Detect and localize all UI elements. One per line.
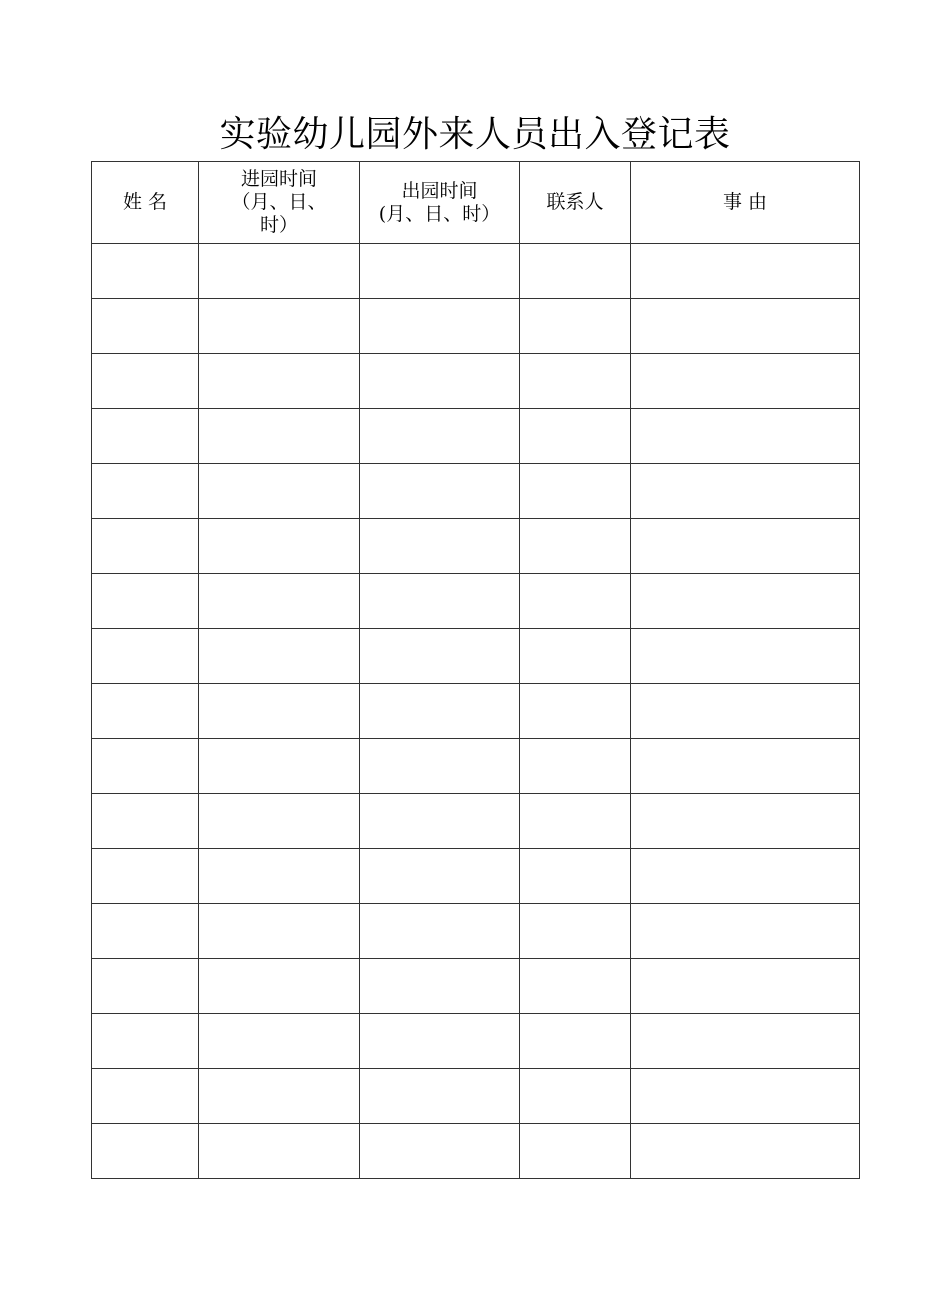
entry-time-cell	[199, 244, 360, 299]
header-row	[92, 162, 860, 244]
header-line: 事 由	[722, 191, 768, 213]
contact-cell	[520, 629, 631, 684]
table-row	[92, 629, 860, 684]
entry-time-cell	[199, 849, 360, 904]
exit-time-cell	[360, 464, 520, 519]
name-cell	[92, 299, 199, 354]
reason-cell	[631, 684, 860, 739]
contact-cell	[520, 354, 631, 409]
contact-cell	[520, 299, 631, 354]
table-row	[92, 794, 860, 849]
exit-time-cell	[360, 904, 520, 959]
table-row	[92, 409, 860, 464]
reason-cell	[631, 794, 860, 849]
name-cell	[92, 794, 199, 849]
exit-time-cell	[360, 1014, 520, 1069]
contact-cell	[520, 959, 631, 1014]
name-cell	[92, 959, 199, 1014]
header-line: 时）	[259, 214, 298, 236]
exit-time-cell	[360, 849, 520, 904]
entry-time-cell	[199, 409, 360, 464]
name-cell	[92, 1069, 199, 1124]
entry-time-cell	[199, 1014, 360, 1069]
contact-cell	[520, 244, 631, 299]
entry-time-cell	[199, 1124, 360, 1179]
name-cell	[92, 354, 199, 409]
name-cell	[92, 629, 199, 684]
table-row	[92, 904, 860, 959]
name-cell	[92, 464, 199, 519]
entry-time-cell	[199, 519, 360, 574]
entry-time-cell	[199, 1069, 360, 1124]
exit-time-cell	[360, 629, 520, 684]
exit-time-cell	[360, 739, 520, 794]
contact-cell	[520, 409, 631, 464]
exit-time-cell	[360, 574, 520, 629]
exit-time-cell	[360, 299, 520, 354]
header-exit-time	[360, 162, 520, 244]
reason-cell	[631, 1069, 860, 1124]
table-row	[92, 354, 860, 409]
name-cell	[92, 849, 199, 904]
reason-cell	[631, 739, 860, 794]
exit-time-cell	[360, 354, 520, 409]
reason-cell	[631, 959, 860, 1014]
table-row	[92, 299, 860, 354]
contact-cell	[520, 849, 631, 904]
reason-cell	[631, 409, 860, 464]
contact-cell	[520, 684, 631, 739]
contact-cell	[520, 904, 631, 959]
name-cell	[92, 409, 199, 464]
reason-cell	[631, 629, 860, 684]
name-cell	[92, 684, 199, 739]
table-row	[92, 1124, 860, 1179]
name-cell	[92, 739, 199, 794]
header-line: 姓 名	[122, 191, 168, 213]
contact-cell	[520, 1124, 631, 1179]
contact-cell	[520, 574, 631, 629]
reason-cell	[631, 299, 860, 354]
header-name	[92, 162, 199, 244]
table-row	[92, 684, 860, 739]
entry-time-cell	[199, 354, 360, 409]
table-row	[92, 1069, 860, 1124]
contact-cell	[520, 1069, 631, 1124]
contact-cell	[520, 464, 631, 519]
reason-cell	[631, 574, 860, 629]
header-line: （月、日、	[231, 191, 327, 213]
contact-cell	[520, 1014, 631, 1069]
exit-time-cell	[360, 959, 520, 1014]
visitor-register-table	[91, 161, 860, 1179]
name-cell	[92, 519, 199, 574]
reason-cell	[631, 849, 860, 904]
contact-cell	[520, 794, 631, 849]
table-row	[92, 739, 860, 794]
entry-time-cell	[199, 629, 360, 684]
header-line: 进园时间	[240, 168, 317, 190]
contact-cell	[520, 519, 631, 574]
name-cell	[92, 574, 199, 629]
entry-time-cell	[199, 684, 360, 739]
entry-time-cell	[199, 574, 360, 629]
exit-time-cell	[360, 1069, 520, 1124]
entry-time-cell	[199, 794, 360, 849]
exit-time-cell	[360, 519, 520, 574]
entry-time-cell	[199, 739, 360, 794]
reason-cell	[631, 244, 860, 299]
name-cell	[92, 1014, 199, 1069]
table-row	[92, 1014, 860, 1069]
reason-cell	[631, 1014, 860, 1069]
page-title: 实验幼儿园外来人员出入登记表	[219, 114, 731, 155]
contact-cell	[520, 739, 631, 794]
exit-time-cell	[360, 409, 520, 464]
entry-time-cell	[199, 904, 360, 959]
name-cell	[92, 904, 199, 959]
header-line: 联系人	[546, 191, 604, 213]
reason-cell	[631, 904, 860, 959]
name-cell	[92, 1124, 199, 1179]
reason-cell	[631, 519, 860, 574]
entry-time-cell	[199, 959, 360, 1014]
name-cell	[92, 244, 199, 299]
table-row	[92, 574, 860, 629]
table-body	[92, 244, 860, 1179]
table-row	[92, 519, 860, 574]
header-line: (月、日、时）	[378, 202, 501, 225]
header-reason	[631, 162, 860, 244]
reason-cell	[631, 1124, 860, 1179]
table-row	[92, 959, 860, 1014]
header-entry-time	[199, 162, 360, 244]
reason-cell	[631, 464, 860, 519]
header-contact	[520, 162, 631, 244]
header-line: 出园时间	[401, 179, 478, 202]
entry-time-cell	[199, 464, 360, 519]
reason-cell	[631, 354, 860, 409]
exit-time-cell	[360, 1124, 520, 1179]
table-row	[92, 849, 860, 904]
exit-time-cell	[360, 244, 520, 299]
exit-time-cell	[360, 684, 520, 739]
table-row	[92, 244, 860, 299]
entry-time-cell	[199, 299, 360, 354]
exit-time-cell	[360, 794, 520, 849]
table-row	[92, 464, 860, 519]
